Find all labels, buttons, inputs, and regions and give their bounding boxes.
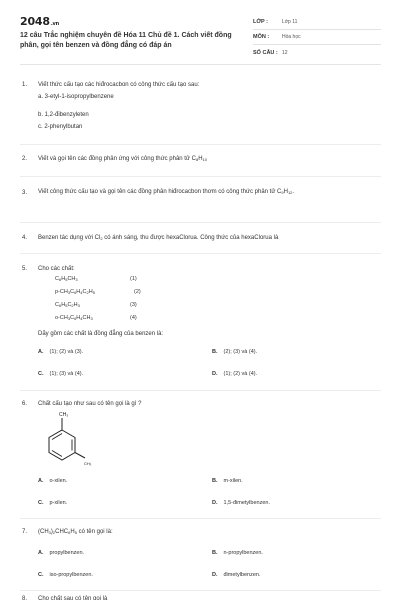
option-key: C.	[38, 500, 44, 506]
subscript: 8	[195, 157, 199, 162]
text-part: (CH	[38, 529, 49, 535]
formula-part: C	[67, 302, 72, 308]
meta-row-class	[253, 15, 381, 30]
meta-row-subject	[253, 30, 381, 45]
question-separator	[20, 222, 381, 223]
answer-option-a[interactable]	[38, 478, 67, 484]
compound-formula	[55, 276, 78, 282]
formula-part: C	[55, 302, 59, 308]
option-key: D.	[212, 500, 218, 506]
text-part: có tên gọi là:	[76, 529, 113, 535]
option-key: A.	[38, 478, 44, 484]
question-text	[38, 186, 378, 199]
formula-part: C	[82, 289, 87, 295]
meta-label: MÔN :	[253, 34, 270, 40]
formula-part: CH	[82, 315, 91, 321]
formula-part: H	[76, 315, 81, 321]
methyl-label-bottom: CH₃	[84, 461, 92, 466]
text-part: H	[283, 189, 288, 195]
question-number: 8.	[22, 596, 28, 600]
subscript: 6	[74, 316, 77, 321]
compound-index: (1)	[130, 276, 137, 282]
answer-option-c[interactable]	[38, 500, 67, 506]
option-key: B.	[212, 478, 218, 484]
document-title: 12 câu Trắc nghiệm chuyên đề Hóa 11 Chủ đề 1. Cách viết đồng phân, gọi tên benzen và đồng đẳng có đáp án	[20, 32, 232, 49]
question-number: 3.	[22, 190, 28, 196]
question-text	[38, 154, 207, 165]
formula-part: C	[70, 289, 75, 295]
subscript: 2	[86, 290, 89, 295]
question-text: Dãy gồm các chất là đồng đẳng của benzen là:	[38, 331, 164, 337]
question-number: 5.	[22, 266, 28, 272]
text-part: Viết và gọi tên các đồng phân ứng với công thức phân tử C	[38, 156, 196, 162]
option-key: C.	[38, 572, 44, 578]
text-part: có ánh sáng, thu được hexaClorua. Công thức của hexaClorua là	[102, 235, 279, 241]
formula-part: H	[76, 289, 81, 295]
answer-line: b. 1,2-đibenzyleten	[38, 112, 89, 118]
subscript: 4	[80, 316, 83, 321]
answer-line: c. 2-phenylbutan	[38, 124, 83, 130]
subscript: 5	[65, 303, 68, 308]
subscript: 3	[75, 277, 78, 282]
subscript: 3	[67, 290, 71, 295]
question-number: 6.	[22, 401, 28, 407]
formula-part: H	[73, 302, 78, 308]
option-key: D.	[212, 371, 218, 377]
site-logo[interactable]	[20, 15, 59, 28]
question-text: Viết thức cấu tạo các hiđrocacbon có công thức cấu tạo sau:	[38, 82, 200, 88]
question-text	[38, 527, 113, 538]
formula-part: o-CH	[55, 315, 68, 321]
question-separator	[20, 390, 381, 391]
compound-index: (4)	[130, 315, 137, 321]
answer-option-a[interactable]	[38, 349, 83, 355]
question-number: 1.	[22, 82, 28, 88]
subscript: 3	[90, 316, 93, 321]
option-text: n-propylbenzen.	[223, 550, 263, 556]
text-part: Viết công thức cấu tạo và gọi tên các đồng phân hiđrocacbon thơm có công thức phân tử C	[38, 189, 282, 195]
question-number: 4.	[22, 235, 28, 241]
subscript: 2	[100, 236, 103, 241]
text-part: CHC	[55, 529, 69, 535]
formula-part: CH	[67, 276, 76, 282]
option-key: D.	[212, 572, 218, 578]
subscript: 12	[287, 190, 293, 195]
meta-row-count	[253, 45, 381, 60]
option-text: (1); (2) và (4).	[223, 371, 258, 377]
option-key: A.	[38, 550, 44, 556]
option-text: o-xilen.	[49, 478, 68, 484]
option-key: C.	[38, 371, 44, 377]
subscript: 6	[58, 277, 62, 282]
compound-index: (2)	[134, 289, 141, 295]
compound-formula	[55, 302, 80, 308]
subscript: 10	[202, 157, 208, 162]
option-text: (2); (3) và (4).	[223, 349, 258, 355]
text-part: )	[50, 529, 53, 535]
meta-value: 12	[282, 49, 288, 56]
question-separator	[20, 518, 381, 519]
answer-option-d[interactable]	[212, 500, 270, 506]
formula-part: C	[70, 315, 75, 321]
subscript: 9	[281, 190, 284, 195]
subscript: 3	[48, 530, 51, 535]
subscript: 2	[52, 530, 56, 535]
answer-option-c[interactable]	[38, 572, 93, 578]
meta-label: LỚP :	[253, 19, 268, 25]
methyl-label-top: CH₃	[59, 412, 69, 418]
option-text: propylbenzen.	[49, 550, 85, 556]
logo-suffix: .vn	[50, 21, 59, 27]
option-text: 1,5-đimetylbenzen.	[223, 500, 270, 506]
subscript: 6	[58, 303, 62, 308]
logo-text: 2048	[20, 15, 50, 28]
option-key: A.	[38, 349, 44, 355]
formula-part: C	[55, 276, 59, 282]
subscript: 5	[92, 290, 95, 295]
question-intro: Cho các chất:	[38, 266, 75, 272]
text-part: Benzen tác dụng với Cl	[38, 235, 101, 241]
meta-value: Hóa học	[282, 34, 301, 40]
meta-value: Lớp 11	[282, 19, 298, 25]
question-separator	[20, 253, 381, 254]
answer-option-c[interactable]	[38, 371, 83, 377]
subscript: 2	[71, 303, 74, 308]
subscript: 3	[67, 316, 71, 321]
subscript: 4	[80, 290, 83, 295]
question-separator	[20, 176, 381, 177]
subscript: 3	[77, 303, 80, 308]
text-part: .	[292, 189, 295, 195]
compound-index: (3)	[130, 302, 137, 308]
option-key: B.	[212, 349, 218, 355]
subscript: 5	[74, 530, 77, 535]
answer-option-d[interactable]	[212, 371, 257, 377]
question-separator	[20, 590, 381, 591]
answer-option-b[interactable]	[212, 478, 243, 484]
subscript: 6	[68, 530, 71, 535]
option-text: iso-propylbenzen.	[49, 572, 93, 578]
question-text: Chất cấu tạo như sau có tên gọi là gì ?	[38, 401, 142, 407]
question-text	[38, 233, 278, 244]
formula-part: H	[61, 276, 66, 282]
subscript: 5	[65, 277, 68, 282]
answer-option-b[interactable]	[212, 550, 263, 556]
text-part: H	[70, 529, 75, 535]
option-text: đimetylbenzen.	[223, 572, 261, 578]
question-separator	[20, 144, 381, 145]
text-part: H	[198, 156, 203, 162]
option-text: (1); (3) và (4).	[49, 371, 84, 377]
question-number: 7.	[22, 529, 28, 535]
question-text: Cho chất sau có tên gọi là	[38, 596, 108, 600]
option-text: (1); (2) và (3).	[49, 349, 84, 355]
option-text: p-xilen.	[49, 500, 68, 506]
answer-option-a[interactable]	[38, 550, 84, 556]
subscript: 6	[74, 290, 77, 295]
question-number: 2.	[22, 156, 28, 162]
compound-formula	[55, 289, 95, 295]
xylene-structure-diagram	[40, 408, 100, 470]
answer-option-d[interactable]	[212, 572, 261, 578]
option-key: B.	[212, 550, 218, 556]
formula-part: p-CH	[55, 289, 68, 295]
option-text: m-xilen.	[223, 478, 243, 484]
header-divider	[20, 64, 381, 65]
formula-part: H	[88, 289, 93, 295]
answer-option-b[interactable]	[212, 349, 257, 355]
compound-formula	[55, 315, 93, 321]
answer-line: a. 3-etyl-1-isopropylbenzene	[38, 94, 114, 100]
meta-panel	[253, 15, 381, 60]
meta-label: SỐ CÂU :	[253, 49, 278, 56]
formula-part: H	[61, 302, 66, 308]
